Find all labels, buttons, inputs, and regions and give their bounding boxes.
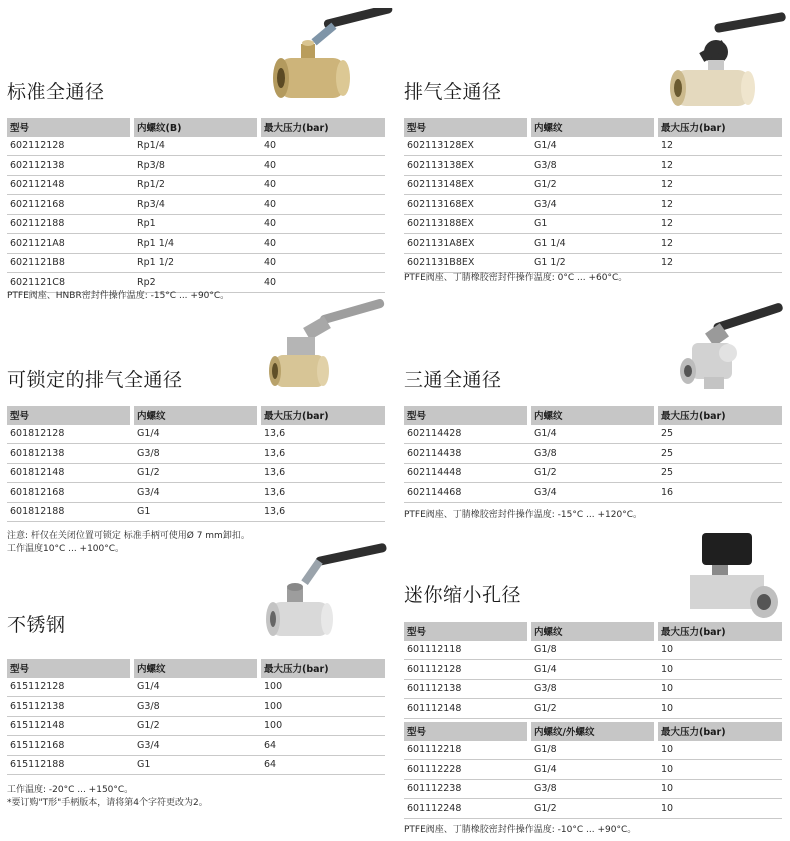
cell-model: 602114428 <box>404 428 531 439</box>
cell-pressure: 10 <box>661 702 674 714</box>
table-row <box>7 215 385 235</box>
col-thread: 内螺纹 <box>134 659 261 678</box>
cell-pressure: 12 <box>661 257 674 269</box>
table-row <box>7 254 385 274</box>
cell-model: 601112148 <box>404 703 531 714</box>
table-row <box>404 195 782 215</box>
cell-model: 601112128 <box>404 664 531 675</box>
table-mini-a <box>404 622 782 719</box>
three-way-valve-image <box>670 299 786 395</box>
cell-thread: G1 <box>531 218 658 229</box>
cell-thread: G1/2 <box>531 467 658 478</box>
cell-thread: G3/8 <box>134 701 261 712</box>
cell-thread: G1 1/4 <box>531 238 658 249</box>
col-pressure: 最大压力(bar) <box>661 727 726 739</box>
table-row <box>7 483 385 503</box>
col-pressure: 最大压力(bar) <box>264 664 329 676</box>
table-row <box>7 736 385 756</box>
cell-thread: G1/4 <box>531 140 658 151</box>
cell-thread: G1/2 <box>531 703 658 714</box>
cell-model: 601112218 <box>404 744 531 755</box>
note-temperature: 工作温度10°C ... +100°C。 <box>7 544 125 554</box>
table-row <box>7 464 385 484</box>
cell-thread: G3/8 <box>531 160 658 171</box>
section-title: 不锈钢 <box>7 614 66 636</box>
col-thread: 内螺纹 <box>134 406 261 425</box>
cell-model: 602114448 <box>404 467 531 478</box>
cell-pressure: 10 <box>661 683 674 695</box>
note: 注意: 杆仅在关闭位置可锁定 标准手柄可使用Ø 7 mm卸扣。 <box>7 531 250 541</box>
col-pressure: 最大压力(bar) <box>661 627 726 639</box>
cell-model: 602112148 <box>7 179 134 190</box>
table-header <box>404 406 782 425</box>
table-row <box>7 176 385 196</box>
cell-pressure: 100 <box>264 720 283 732</box>
col-model: 型号 <box>404 406 531 425</box>
cell-pressure: 10 <box>661 763 674 775</box>
cell-thread: G1/4 <box>134 428 261 439</box>
cell-model: 602113168EX <box>404 199 531 210</box>
cell-model: 602113188EX <box>404 218 531 229</box>
cell-pressure: 12 <box>661 218 674 230</box>
table-header <box>404 118 782 137</box>
cell-thread: G3/4 <box>134 740 261 751</box>
cell-thread: G1/2 <box>531 179 658 190</box>
cell-thread: Rp2 <box>134 277 261 288</box>
cell-model: 602112168 <box>7 199 134 210</box>
cell-thread: G3/8 <box>531 683 658 694</box>
cell-model: 602112188 <box>7 218 134 229</box>
cell-thread: G1/4 <box>531 764 658 775</box>
table-lockable <box>7 406 385 522</box>
col-model: 型号 <box>7 406 134 425</box>
table-row <box>7 678 385 698</box>
cell-pressure: 25 <box>661 447 674 459</box>
table-row <box>7 425 385 445</box>
cell-model: 601112138 <box>404 683 531 694</box>
table-row <box>7 234 385 254</box>
table-row <box>404 641 782 661</box>
col-model: 型号 <box>7 118 134 137</box>
cell-thread: G3/4 <box>134 487 261 498</box>
cell-pressure: 40 <box>264 159 277 171</box>
cell-pressure: 10 <box>661 663 674 675</box>
cell-pressure: 40 <box>264 218 277 230</box>
note-order: *要订购"T形"手柄版本，请将第4个字符更改为2。 <box>7 798 208 808</box>
col-thread: 内螺纹 <box>531 622 658 641</box>
cell-model: 602114438 <box>404 448 531 459</box>
note-temperature: 工作温度: -20°C ... +150°C。 <box>7 785 134 795</box>
cell-pressure: 12 <box>661 179 674 191</box>
cell-thread: G1/2 <box>134 720 261 731</box>
table-row <box>404 464 782 484</box>
col-thread: 内螺纹(B) <box>134 118 261 137</box>
cell-pressure: 10 <box>661 744 674 756</box>
table-row <box>404 444 782 464</box>
cell-model: 601112228 <box>404 764 531 775</box>
cell-thread: G3/8 <box>531 783 658 794</box>
table-header <box>404 722 782 741</box>
table-row <box>7 444 385 464</box>
cell-pressure: 13,6 <box>264 428 286 440</box>
cell-pressure: 10 <box>661 783 674 795</box>
table-row <box>404 176 782 196</box>
table-row <box>404 215 782 235</box>
table-row <box>404 137 782 157</box>
cell-model: 602113128EX <box>404 140 531 151</box>
cell-pressure: 16 <box>661 486 674 498</box>
table-row <box>404 699 782 719</box>
cell-pressure: 25 <box>661 467 674 479</box>
cell-thread: G3/4 <box>531 199 658 210</box>
lockable-valve-image <box>257 299 387 397</box>
col-model: 型号 <box>404 622 531 641</box>
col-model: 型号 <box>404 118 531 137</box>
table-row <box>7 156 385 176</box>
cell-thread: G3/4 <box>531 487 658 498</box>
col-pressure: 最大压力(bar) <box>661 123 726 135</box>
table-row <box>7 195 385 215</box>
cell-model: 601812138 <box>7 448 134 459</box>
table-mini-b <box>404 722 782 819</box>
table-stainless <box>7 659 385 775</box>
section-title: 三通全通径 <box>404 369 502 391</box>
cell-thread: G1/8 <box>531 744 658 755</box>
section-title: 排气全通径 <box>404 81 502 103</box>
cell-thread: G1/4 <box>531 664 658 675</box>
cell-thread: G1 1/2 <box>531 257 658 268</box>
cell-pressure: 64 <box>264 739 277 751</box>
cell-thread: Rp1 1/4 <box>134 238 261 249</box>
section-title: 标准全通径 <box>7 81 105 103</box>
table-row <box>404 741 782 761</box>
cell-model: 601812128 <box>7 428 134 439</box>
exhaust-valve-image <box>664 8 788 110</box>
cell-pressure: 12 <box>661 159 674 171</box>
cell-thread: Rp3/8 <box>134 160 261 171</box>
cell-model: 615112168 <box>7 740 134 751</box>
cell-pressure: 10 <box>661 802 674 814</box>
table-row <box>404 660 782 680</box>
cell-model: 602113148EX <box>404 179 531 190</box>
cell-model: 6021121C8 <box>7 277 134 288</box>
col-pressure: 最大压力(bar) <box>661 411 726 423</box>
table-header <box>7 118 385 137</box>
cell-model: 601812148 <box>7 467 134 478</box>
cell-thread: G1 <box>134 759 261 770</box>
cell-pressure: 12 <box>661 237 674 249</box>
cell-pressure: 40 <box>264 198 277 210</box>
mini-valve-image <box>686 529 786 625</box>
table-row <box>404 780 782 800</box>
cell-pressure: 13,6 <box>264 506 286 518</box>
table-row <box>404 234 782 254</box>
cell-pressure: 100 <box>264 700 283 712</box>
cell-model: 601112118 <box>404 644 531 655</box>
cell-pressure: 40 <box>264 237 277 249</box>
cell-thread: Rp1/2 <box>134 179 261 190</box>
cell-model: 6021121A8 <box>7 238 134 249</box>
cell-model: 602113138EX <box>404 160 531 171</box>
cell-pressure: 13,6 <box>264 486 286 498</box>
cell-pressure: 25 <box>661 428 674 440</box>
cell-pressure: 13,6 <box>264 467 286 479</box>
stainless-valve-image <box>259 542 389 646</box>
cell-thread: G1/2 <box>531 803 658 814</box>
cell-thread: Rp1 1/2 <box>134 257 261 268</box>
cell-model: 601812188 <box>7 506 134 517</box>
cell-model: 601112238 <box>404 783 531 794</box>
cell-thread: G1/4 <box>134 681 261 692</box>
col-pressure: 最大压力(bar) <box>264 411 329 423</box>
col-model: 型号 <box>7 659 134 678</box>
table-header <box>404 622 782 641</box>
ball-valve-image <box>265 8 395 106</box>
cell-model: 6021121B8 <box>7 257 134 268</box>
table-exhaust <box>404 118 782 273</box>
table-header <box>7 659 385 678</box>
cell-model: 602112128 <box>7 140 134 151</box>
note: PTFE阀座、HNBR密封件操作温度: -15°C ... +90°C。 <box>7 291 230 301</box>
table-three-way <box>404 406 782 503</box>
cell-model: 601112248 <box>404 803 531 814</box>
cell-thread: G1 <box>134 506 261 517</box>
section-title: 可锁定的排气全通径 <box>7 369 183 391</box>
cell-model: 615112128 <box>7 681 134 692</box>
cell-pressure: 40 <box>264 257 277 269</box>
cell-thread: Rp1 <box>134 218 261 229</box>
cell-thread: G1/2 <box>134 467 261 478</box>
cell-pressure: 12 <box>661 140 674 152</box>
table-row <box>7 756 385 776</box>
cell-model: 6021131A8EX <box>404 238 531 249</box>
cell-pressure: 40 <box>264 179 277 191</box>
table-row <box>7 697 385 717</box>
table-row <box>404 680 782 700</box>
table-standard <box>7 118 385 293</box>
col-thread: 内螺纹/外螺纹 <box>531 722 658 741</box>
cell-model: 601812168 <box>7 487 134 498</box>
cell-thread: G3/8 <box>531 448 658 459</box>
cell-model: 602114468 <box>404 487 531 498</box>
cell-model: 615112148 <box>7 720 134 731</box>
col-thread: 内螺纹 <box>531 118 658 137</box>
table-row <box>7 503 385 523</box>
col-pressure: 最大压力(bar) <box>264 123 329 135</box>
cell-pressure: 13,6 <box>264 447 286 459</box>
table-row <box>7 717 385 737</box>
cell-pressure: 40 <box>264 140 277 152</box>
cell-thread: G1/4 <box>531 428 658 439</box>
col-thread: 内螺纹 <box>531 406 658 425</box>
cell-model: 615112138 <box>7 701 134 712</box>
table-header <box>7 406 385 425</box>
cell-thread: Rp1/4 <box>134 140 261 151</box>
note: PTFE阀座、丁腈橡胶密封件操作温度: 0°C ... +60°C。 <box>404 273 628 283</box>
section-title: 迷你缩小孔径 <box>404 584 522 606</box>
cell-pressure: 100 <box>264 681 283 693</box>
cell-pressure: 12 <box>661 198 674 210</box>
table-row <box>7 137 385 157</box>
table-row <box>404 156 782 176</box>
note: PTFE阀座、丁腈橡胶密封件操作温度: -10°C ... +90°C。 <box>404 825 637 835</box>
cell-model: 602112138 <box>7 160 134 171</box>
cell-model: 615112188 <box>7 759 134 770</box>
table-row <box>404 425 782 445</box>
cell-thread: G1/8 <box>531 644 658 655</box>
table-row <box>404 799 782 819</box>
cell-model: 6021131B8EX <box>404 257 531 268</box>
col-model: 型号 <box>404 722 531 741</box>
cell-pressure: 64 <box>264 759 277 771</box>
table-row <box>404 760 782 780</box>
cell-pressure: 10 <box>661 644 674 656</box>
cell-thread: G3/8 <box>134 448 261 459</box>
cell-pressure: 40 <box>264 276 277 288</box>
table-row <box>404 483 782 503</box>
note: PTFE阀座、丁腈橡胶密封件操作温度: -15°C ... +120°C。 <box>404 510 642 520</box>
cell-thread: Rp3/4 <box>134 199 261 210</box>
table-row <box>404 254 782 274</box>
